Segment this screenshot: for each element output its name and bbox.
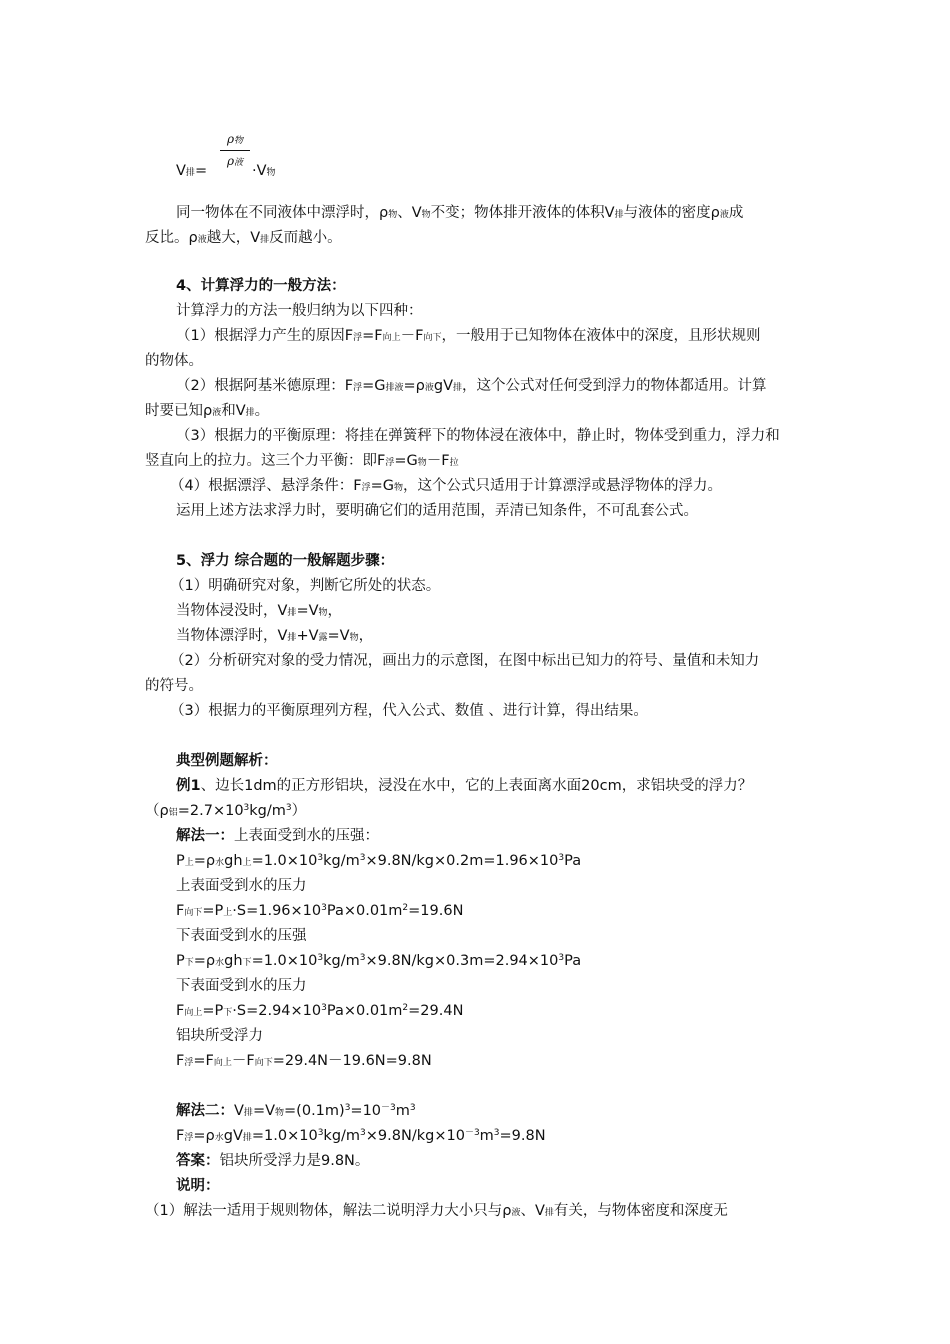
section-4-note: 运用上述方法求浮力时，要明确它们的适用范围，弄清已知条件，不可乱套公式。 bbox=[176, 503, 698, 519]
step-2-line-2: 的符号。 bbox=[145, 678, 203, 694]
formula-lhs: V排= bbox=[176, 163, 208, 179]
example-1-given: （ρ铝$=2.7\times 10^3kg/m^3$） bbox=[145, 803, 307, 819]
text-bottom-force: 下表面受到水的压力 bbox=[176, 978, 307, 994]
step-1: （1）明确研究对象，判断它所处的状态。 bbox=[170, 578, 441, 594]
fraction-bar bbox=[220, 150, 250, 151]
section-4-heading: 4、计算浮力的一般方法： bbox=[176, 278, 346, 294]
method-1-line-1: （1）根据浮力产生的原因F浮=F向上－F向下，一般用于已知物体在液体中的深度，且形状规则 bbox=[176, 328, 761, 344]
fraction-denominator: ρ液 bbox=[226, 154, 244, 168]
intro-line-1: 同一物体在不同液体中漂浮时，ρ物、V物不变；物体排开液体的体积V排与液体的密度ρ液成 bbox=[176, 205, 744, 221]
step-3: （3）根据力的平衡原理列方程，代入公式、数值 、进行计算，得出结果。 bbox=[170, 703, 648, 719]
note-label: 说明： bbox=[176, 1178, 220, 1194]
text-buoyancy: 铝块所受浮力 bbox=[176, 1028, 263, 1044]
method-2-line-2: 时要已知ρ液和V排。 bbox=[145, 403, 270, 419]
text-bottom-pressure: 下表面受到水的压强 bbox=[176, 928, 307, 944]
note-1-line: （1）解法一适用于规则物体，解法二说明浮力大小只与ρ液、V排有关，与物体密度和深度无 bbox=[145, 1203, 728, 1219]
solution-1-intro: 解法一：上表面受到水的压强： bbox=[176, 828, 379, 844]
step-2-line-1: （2）分析研究对象的受力情况，画出力的示意图，在图中标出已知力的符号、量值和未知力 bbox=[170, 653, 760, 669]
examples-heading: 典型例题解析： bbox=[176, 753, 278, 769]
density-fraction bbox=[220, 132, 250, 170]
method-3-line-2: 竖直向上的拉力。这三个力平衡：即F浮=G物－F拉 bbox=[145, 453, 459, 469]
calc-top-pressure: P上=ρ水gh上$=1.0\times 10^3kg/m^3\times 9.8N/kg\times 0.2m=1.96\times 10^3Pa$ bbox=[176, 853, 582, 869]
answer-line: 答案：铝块所受浮力是9.8N。 bbox=[176, 1153, 370, 1169]
calc-bottom-force: F向上=P下$\cdot S=2.94\times 10^3Pa\times 0.01m^2=29.4N$ bbox=[176, 1003, 464, 1019]
case-submerged: 当物体浸没时，V排=V物， bbox=[176, 603, 343, 619]
solution-2-buoyancy: F浮=ρ水gV排$=1.0\times 10^3kg/m^3\times 9.8N/kg\times 10^{-3}m^3=9.8N$ bbox=[176, 1128, 546, 1144]
fraction-numerator: ρ物 bbox=[226, 132, 244, 146]
section-5-heading: 5、浮力 综合题的一般解题步骤： bbox=[176, 553, 395, 569]
method-3-line-1: （3）根据力的平衡原理：将挂在弹簧秤下的物体浸在液体中，静止时，物体受到重力，浮力和 bbox=[176, 428, 780, 444]
formula-volume: ·V物 bbox=[252, 163, 276, 179]
solution-2-volume: 解法二：V排=V物$=(0.1m)^3=10^{-3}m^3$ bbox=[176, 1103, 416, 1119]
text-top-force: 上表面受到水的压力 bbox=[176, 878, 307, 894]
method-1-line-2: 的物体。 bbox=[145, 353, 203, 369]
method-4-line: （4）根据漂浮、悬浮条件：F浮=G物，这个公式只适用于计算漂浮或悬浮物体的浮力。 bbox=[170, 478, 722, 494]
calc-buoyancy: F浮=F向上－F向下=29.4N－19.6N=9.8N bbox=[176, 1053, 432, 1069]
section-4-intro: 计算浮力的方法一般归纳为以下四种： bbox=[176, 303, 423, 319]
case-floating: 当物体漂浮时，V排+V露=V物， bbox=[176, 628, 374, 644]
calc-top-force: F向下=P上$\cdot S=1.96\times 10^3Pa\times 0.01m^2=19.6N$ bbox=[176, 903, 464, 919]
example-1-question: 例1、边长1dm的正方形铝块，浸没在水中，它的上表面离水面20cm，求铝块受的浮力？ bbox=[176, 778, 753, 794]
method-2-line-1: （2）根据阿基米德原理：F浮=G排液=ρ液gV排，这个公式对任何受到浮力的物体都适用。计算 bbox=[176, 378, 767, 394]
intro-line-2: 反比。ρ液越大，V排反而越小。 bbox=[145, 230, 342, 246]
calc-bottom-pressure: P下=ρ水gh下$=1.0\times 10^3kg/m^3\times 9.8N/kg\times 0.3m=2.94\times 10^3Pa$ bbox=[176, 953, 582, 969]
